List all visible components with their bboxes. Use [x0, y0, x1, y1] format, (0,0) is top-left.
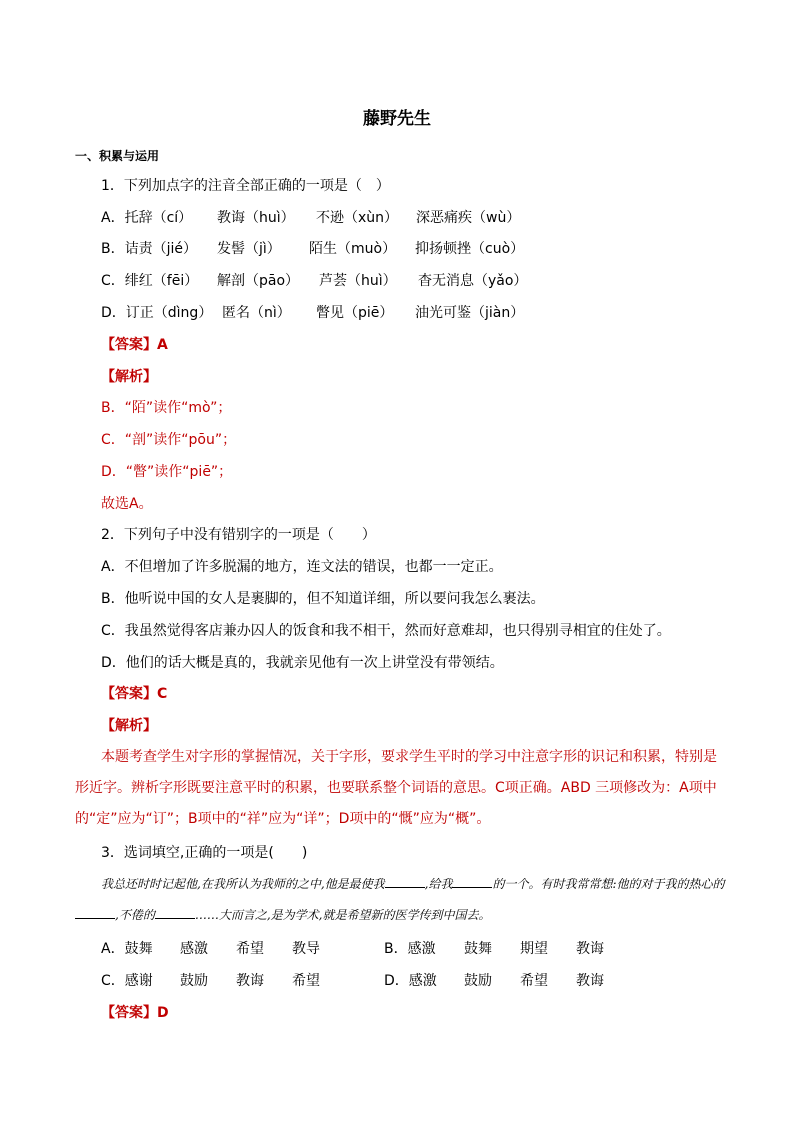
q1-option-c-1: C．绯红（fēi） [101, 273, 199, 289]
passage-part-3: 的一个。有时我常常想:他的对于我的热心的 [492, 877, 725, 891]
page-title: 藤野先生 [363, 109, 431, 129]
q3-option-b-4: 教诲 [576, 941, 604, 957]
blank-2 [452, 875, 492, 888]
q1-note-c: C．“剖”读作“pōu”； [101, 432, 237, 448]
q3-option-d-4: 教诲 [576, 973, 604, 989]
q3-option-b-3: 期望 [520, 941, 548, 957]
blank-3 [75, 906, 115, 919]
q2-option-b: B．他听说中国的女人是裹脚的，但不知道详细，所以要问我怎么裹法。 [101, 591, 545, 607]
q1-option-b-2: 发髻（jì） [217, 241, 281, 257]
q3-option-c-4: 希望 [292, 973, 320, 989]
q3-answer: 【答案】D [101, 1005, 169, 1021]
q2-option-c: C．我虽然觉得客店兼办囚人的饭食和我不相干，然而好意难却，也只得别寻相宜的住处了。 [101, 623, 671, 639]
q2-option-d: D．他们的话大概是真的，我就亲见他有一次上讲堂没有带领结。 [101, 655, 504, 671]
question-3-stem: 3．选词填空,正确的一项是( ) [101, 845, 308, 861]
q1-option-b-4: 抑扬顿挫（cuò） [415, 241, 525, 257]
q2-analysis-label: 【解析】 [101, 718, 157, 734]
q3-option-c-2: 鼓励 [180, 973, 208, 989]
q3-option-a-3: 希望 [236, 941, 264, 957]
q3-passage [75, 869, 725, 931]
q1-option-c-3: 芦荟（huì） [319, 273, 397, 289]
q1-option-b-3: 陌生（muò） [309, 241, 397, 257]
q3-option-b-1: B．感激 [384, 941, 436, 957]
q1-option-d-1: D．订正（dìng） [101, 305, 213, 321]
q1-analysis-label: 【解析】 [101, 369, 157, 385]
q1-option-c-2: 解剖（pāo） [217, 273, 300, 289]
q1-option-d-3: 瞥见（piē） [316, 305, 394, 321]
q1-conclusion: 故选A。 [101, 496, 153, 512]
q1-note-b: B．“陌”读作“mò”； [101, 400, 232, 416]
q3-option-a-1: A．鼓舞 [101, 941, 153, 957]
passage-part-1: 我总还时时记起他,在我所认为我师的之中,他是最使我 [101, 877, 385, 891]
q1-option-c-4: 杳无消息（yǎo） [418, 273, 528, 289]
blank-4 [155, 906, 195, 919]
q1-option-d-4: 油光可鉴（jiàn） [415, 305, 525, 321]
blank-1 [385, 875, 425, 888]
q1-option-a-2: 教诲（huì） [217, 210, 295, 226]
q2-explanation: 本题考查学生对字形的掌握情况，关于字形，要求学生平时的学习中注意字形的识记和积累，特别是形近字。辨析字形既要注意平时的积累，也要联系整个词语的意思。C项正确。ABD 三项修改为：A项中的“定”应为“订”；B项中的“祥”应为“详”；D项中的“慨”应为“概”。 [75, 749, 717, 827]
q3-option-c-1: C．感谢 [101, 973, 153, 989]
q1-option-d-2: 匿名（nì） [222, 305, 291, 321]
q1-note-d: D．“瞥”读作“piē”； [101, 464, 233, 480]
q3-option-d-3: 希望 [520, 973, 548, 989]
q1-answer: 【答案】A [101, 337, 168, 353]
q2-option-a: A．不但增加了许多脱漏的地方，连文法的错误，也都一一定正。 [101, 559, 503, 575]
q3-option-b-2: 鼓舞 [464, 941, 492, 957]
passage-part-2: ,给我 [424, 877, 453, 891]
section-heading: 一、积累与运用 [75, 149, 160, 163]
question-2-stem: 2．下列句子中没有错别字的一项是（ ） [101, 527, 376, 543]
q3-option-d-1: D．感激 [384, 973, 437, 989]
q1-option-a-3: 不逊（xùn） [316, 210, 399, 226]
q1-option-b-1: B．诘责（jié） [101, 241, 197, 257]
passage-part-4: ,不倦的 [115, 908, 155, 922]
question-1-stem: 1．下列加点字的注音全部正确的一项是（ ） [101, 178, 390, 194]
passage-part-5: ……大而言之,是为学术,就是希望新的医学传到中国去。 [194, 908, 491, 922]
q2-answer: 【答案】C [101, 686, 168, 702]
q3-option-c-3: 教诲 [236, 973, 264, 989]
q1-option-a-1: A．托辞（cí） [101, 210, 193, 226]
q3-option-a-4: 教导 [292, 941, 320, 957]
q3-option-d-2: 鼓励 [464, 973, 492, 989]
q1-option-a-4: 深恶痛疾（wù） [416, 210, 521, 226]
q3-option-a-2: 感激 [180, 941, 208, 957]
